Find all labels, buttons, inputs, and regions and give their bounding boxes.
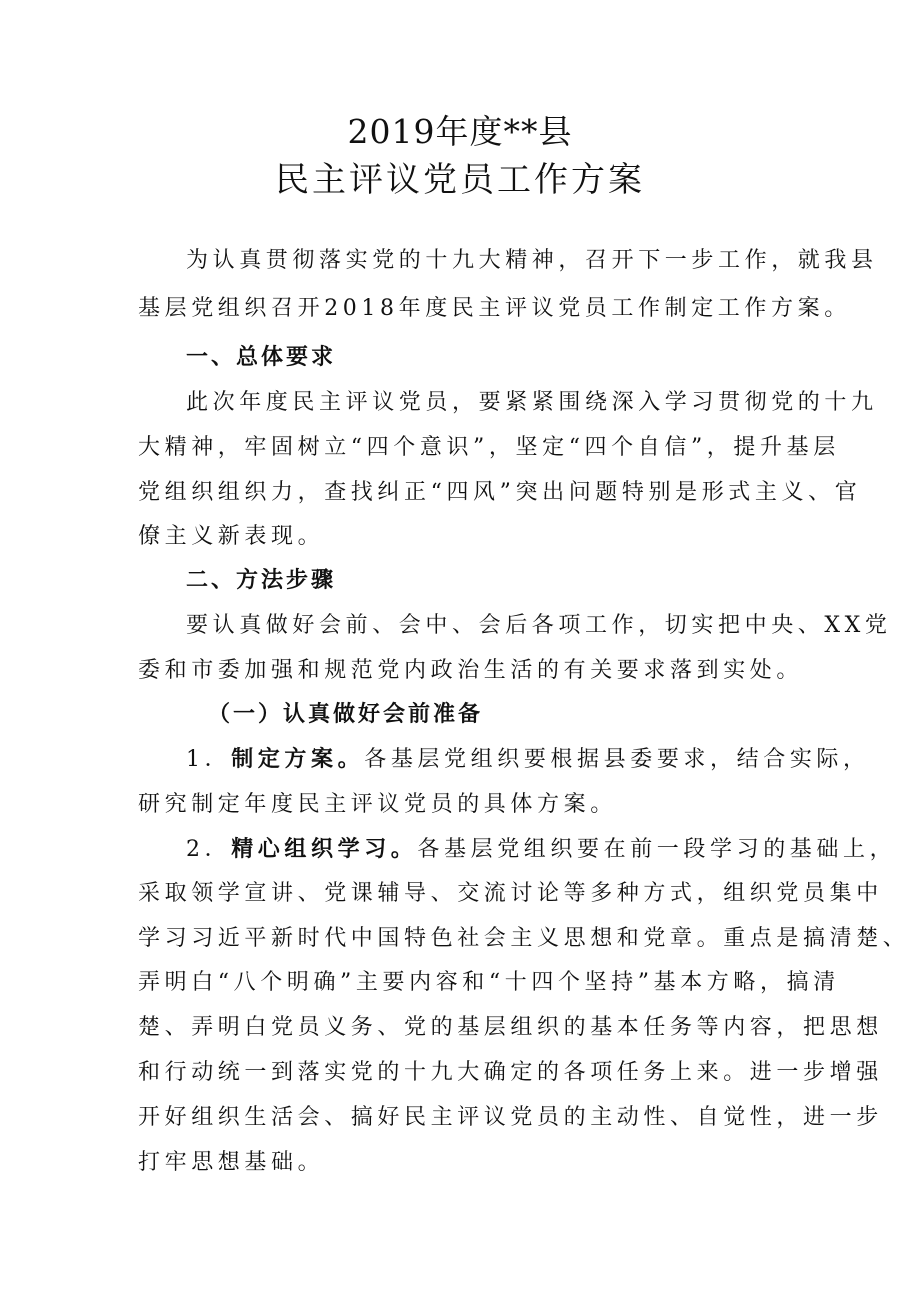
document-title-line-1: 2019年度**县 — [347, 112, 573, 151]
intro-line-1: 为认真贯彻落实党的十九大精神，召开下一步工作，就我县 — [186, 248, 878, 273]
section-2-heading: 二、方法步骤 — [186, 568, 337, 593]
section-1-line-1: 此次年度民主评议党员，要紧紧围绕深入学习贯彻党的十九 — [186, 390, 878, 415]
section-1-line-2: 大精神，牢固树立“四个意识”，坚定“四个自信”，提升基层 — [138, 435, 840, 460]
document-title-line-2: 民主评议党员工作方案 — [275, 160, 645, 200]
section-1-line-4: 僚主义新表现。 — [138, 524, 325, 549]
item-2-number: 2． — [186, 837, 232, 862]
item-2-line-8: 打牢思想基础。 — [138, 1150, 325, 1175]
item-1-line-2: 研究制定年度民主评议党员的具体方案。 — [138, 792, 617, 817]
item-1-text: 各基层党组织要根据县委要求，结合实际， — [364, 747, 870, 772]
item-1-bold-title: 制定方案。 — [231, 747, 365, 772]
item-2-line-3: 学习习近平新时代中国特色社会主义思想和党章。重点是搞清楚、 — [138, 926, 910, 951]
item-2-text: 各基层党组织要在前一段学习的基础上， — [417, 837, 897, 862]
subsection-1-heading: （一）认真做好会前准备 — [208, 702, 484, 727]
section-1-heading: 一、总体要求 — [186, 345, 337, 370]
intro-line-2: 基层党组织召开2018年度民主评议党员工作制定工作方案。 — [138, 296, 851, 321]
item-2-bold-title: 精心组织学习。 — [231, 837, 418, 862]
section-1-line-3: 党组织组织力，查找纠正“四风”突出问题特别是形式主义、官 — [138, 480, 862, 505]
item-1-line-1 — [186, 745, 870, 775]
section-2-line-2: 委和市委加强和规范党内政治生活的有关要求落到实处。 — [138, 658, 804, 683]
item-2-line-6: 和行动统一到落实党的十九大确定的各项任务上来。进一步增强 — [138, 1060, 883, 1085]
item-2-line-4: 弄明白“八个明确”主要内容和“十四个坚持”基本方略，搞清 — [138, 970, 840, 995]
item-2-line-5: 楚、弄明白党员义务、党的基层组织的基本任务等内容，把思想 — [138, 1015, 883, 1040]
item-1-number: 1． — [186, 747, 232, 772]
item-2-line-1 — [186, 835, 897, 865]
item-2-line-7: 开好组织生活会、搞好民主评议党员的主动性、自觉性，进一步 — [138, 1105, 883, 1130]
section-2-line-1: 要认真做好会前、会中、会后各项工作，切实把中央、XX党 — [186, 613, 892, 638]
item-2-line-2: 采取领学宣讲、党课辅导、交流讨论等多种方式，组织党员集中 — [138, 881, 883, 906]
